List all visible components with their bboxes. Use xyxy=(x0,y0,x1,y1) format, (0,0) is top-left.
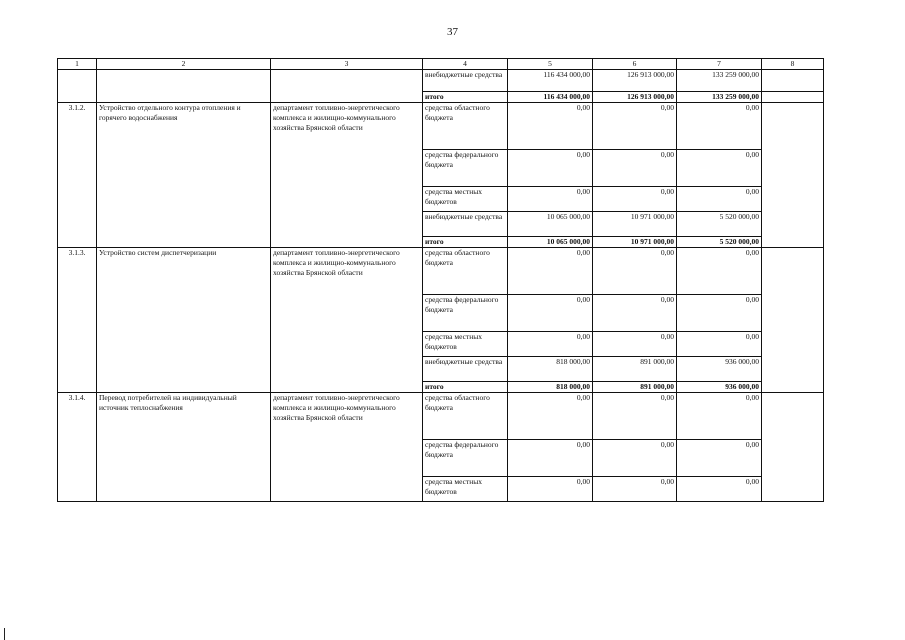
budget-table xyxy=(57,58,824,502)
amount-cell: 0,00 xyxy=(508,440,593,477)
amount-cell: 0,00 xyxy=(677,295,762,332)
page-number: 37 xyxy=(447,26,458,38)
amount-cell: 10 971 000,00 xyxy=(593,212,677,237)
item-name: Устройство отдельного контура отопления и горячего водоснабжения xyxy=(97,103,271,248)
empty-cell xyxy=(58,70,97,103)
funding-source: внебюджетные средства xyxy=(423,70,508,92)
total-amount: 10 065 000,00 xyxy=(508,237,593,248)
amount-cell: 126 913 000,00 xyxy=(593,70,677,92)
amount-cell: 0,00 xyxy=(677,187,762,212)
column-number: 7 xyxy=(677,59,762,70)
funding-source: внебюджетные средства xyxy=(423,357,508,382)
amount-cell: 0,00 xyxy=(508,187,593,212)
responsible-department: департамент топливно-энергетического комплекса и жилищно-коммунального хозяйства Брянской области xyxy=(271,248,423,393)
column-number: 4 xyxy=(423,59,508,70)
funding-source: средства федерального бюджета xyxy=(423,295,508,332)
amount-cell: 891 000,00 xyxy=(593,357,677,382)
amount-cell: 0,00 xyxy=(508,150,593,187)
funding-source: средства областного бюджета xyxy=(423,103,508,150)
table-row xyxy=(58,70,824,92)
total-label: итого xyxy=(423,237,508,248)
funding-source: средства федерального бюджета xyxy=(423,150,508,187)
empty-cell xyxy=(271,70,423,103)
amount-cell: 0,00 xyxy=(508,477,593,502)
total-amount: 133 259 000,00 xyxy=(677,92,762,103)
total-amount: 5 520 000,00 xyxy=(677,237,762,248)
amount-cell: 0,00 xyxy=(593,103,677,150)
total-amount: 116 434 000,00 xyxy=(508,92,593,103)
amount-cell: 0,00 xyxy=(508,393,593,440)
funding-source: средства областного бюджета xyxy=(423,248,508,295)
column-number-row xyxy=(58,59,824,70)
amount-cell: 0,00 xyxy=(508,295,593,332)
column-number: 8 xyxy=(762,59,824,70)
empty-cell xyxy=(762,70,824,92)
amount-cell: 0,00 xyxy=(677,150,762,187)
total-amount: 818 000,00 xyxy=(508,382,593,393)
column-number: 3 xyxy=(271,59,423,70)
amount-cell: 116 434 000,00 xyxy=(508,70,593,92)
responsible-department: департамент топливно-энергетического комплекса и жилищно-коммунального хозяйства Брянской области xyxy=(271,393,423,502)
funding-source: средства федерального бюджета xyxy=(423,440,508,477)
total-amount: 126 913 000,00 xyxy=(593,92,677,103)
table-row xyxy=(58,248,824,295)
amount-cell: 0,00 xyxy=(508,103,593,150)
item-name: Перевод потребителей на индивидуальный источник теплоснабжения xyxy=(97,393,271,502)
amount-cell: 0,00 xyxy=(677,332,762,357)
item-code: 3.1.4. xyxy=(58,393,97,502)
amount-cell: 0,00 xyxy=(593,440,677,477)
amount-cell: 0,00 xyxy=(508,248,593,295)
item-name: Устройство систем диспетчеризации xyxy=(97,248,271,393)
amount-cell: 0,00 xyxy=(508,332,593,357)
total-label: итого xyxy=(423,382,508,393)
empty-cell xyxy=(762,248,824,393)
amount-cell: 133 259 000,00 xyxy=(677,70,762,92)
column-number: 6 xyxy=(593,59,677,70)
empty-cell xyxy=(762,103,824,248)
amount-cell: 936 000,00 xyxy=(677,357,762,382)
scan-edge-mark xyxy=(4,628,5,640)
amount-cell: 0,00 xyxy=(593,477,677,502)
amount-cell: 0,00 xyxy=(593,248,677,295)
amount-cell: 0,00 xyxy=(677,393,762,440)
empty-cell xyxy=(762,92,824,103)
column-number: 2 xyxy=(97,59,271,70)
amount-cell: 0,00 xyxy=(677,103,762,150)
amount-cell: 0,00 xyxy=(677,248,762,295)
item-code: 3.1.2. xyxy=(58,103,97,248)
item-code: 3.1.3. xyxy=(58,248,97,393)
amount-cell: 0,00 xyxy=(593,332,677,357)
funding-source: внебюджетные средства xyxy=(423,212,508,237)
amount-cell: 5 520 000,00 xyxy=(677,212,762,237)
total-amount: 891 000,00 xyxy=(593,382,677,393)
empty-cell xyxy=(97,70,271,103)
responsible-department: департамент топливно-энергетического комплекса и жилищно-коммунального хозяйства Брянской области xyxy=(271,103,423,248)
amount-cell: 0,00 xyxy=(677,477,762,502)
amount-cell: 0,00 xyxy=(593,150,677,187)
amount-cell: 0,00 xyxy=(593,187,677,212)
table-row xyxy=(58,103,824,150)
total-amount: 936 000,00 xyxy=(677,382,762,393)
amount-cell: 0,00 xyxy=(593,295,677,332)
funding-source: средства областного бюджета xyxy=(423,393,508,440)
funding-source: средства местных бюджетов xyxy=(423,332,508,357)
amount-cell: 818 000,00 xyxy=(508,357,593,382)
table-row xyxy=(58,393,824,440)
total-label: итого xyxy=(423,92,508,103)
amount-cell: 0,00 xyxy=(677,440,762,477)
funding-source: средства местных бюджетов xyxy=(423,477,508,502)
funding-source: средства местных бюджетов xyxy=(423,187,508,212)
column-number: 1 xyxy=(58,59,97,70)
amount-cell: 10 065 000,00 xyxy=(508,212,593,237)
amount-cell: 0,00 xyxy=(593,393,677,440)
total-amount: 10 971 000,00 xyxy=(593,237,677,248)
empty-cell xyxy=(762,393,824,502)
column-number: 5 xyxy=(508,59,593,70)
